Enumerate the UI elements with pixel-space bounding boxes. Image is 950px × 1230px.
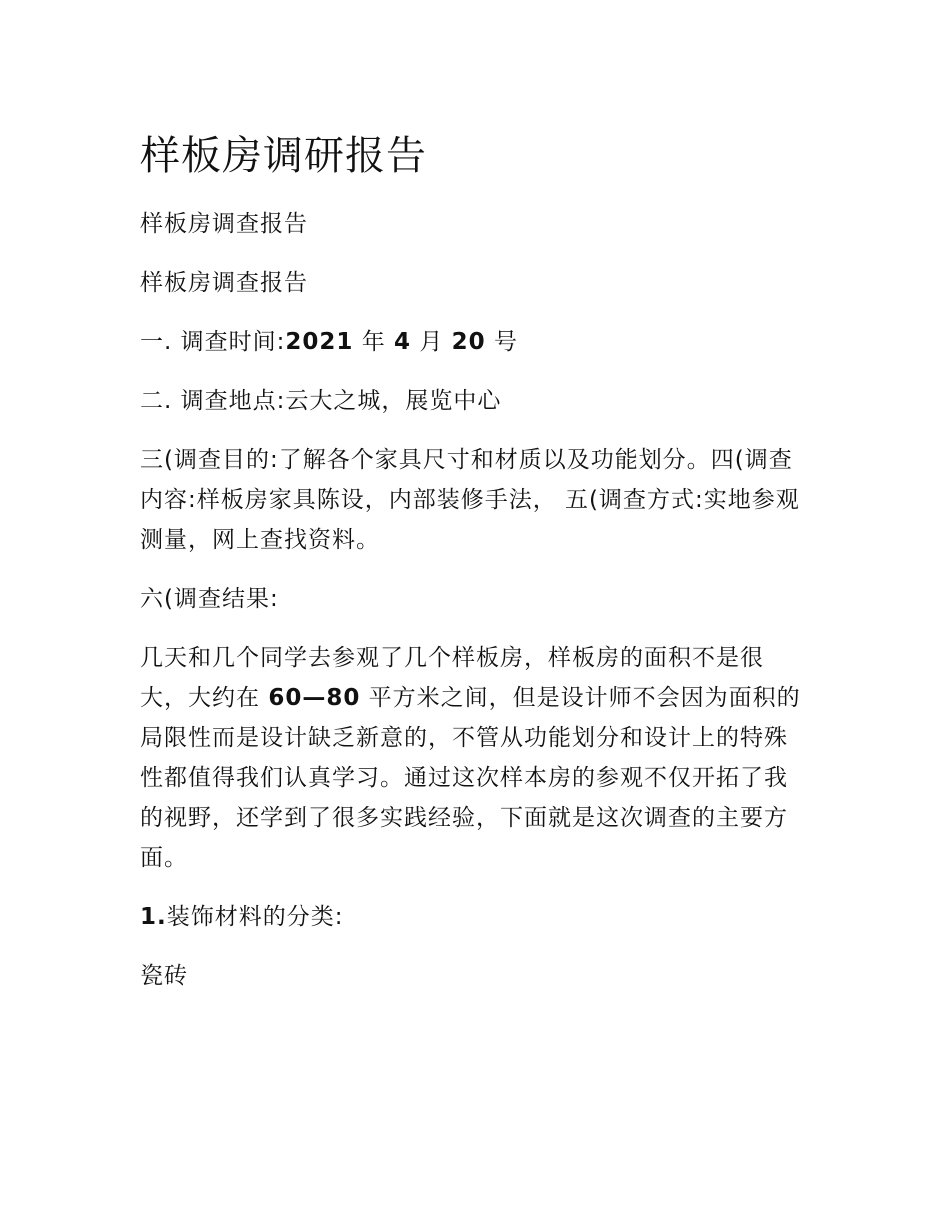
subtitle-line-repeat: 样板房调查报告	[140, 270, 308, 296]
section-heading-materials	[140, 897, 810, 937]
area-range: 60—80	[268, 685, 361, 711]
survey-result-paragraph	[140, 638, 810, 878]
result-text-part2: 平方米之间，但是设计师不会因为面积的局限性而是设计缺乏新意的，不管从功能划分和设计上的特殊性都值得我们认真学习。通过这次样本房的参观不仅开拓了我的视野，还学到了很多实践经验，下面就是这次调查的主要方面。	[140, 685, 801, 871]
survey-result-heading: 六(调查结果:	[140, 586, 279, 612]
section-number: 1.	[140, 904, 167, 930]
survey-day-unit: 号	[485, 329, 518, 355]
survey-year-unit: 年	[353, 329, 395, 355]
section-label: 装饰材料的分类:	[166, 904, 344, 930]
document-title: 样板房调研报告	[140, 133, 427, 179]
survey-year: 2021	[285, 329, 354, 355]
survey-purpose-content-method: 三(调查目的:了解各个家具尺寸和材质以及功能划分。四(调查内容:样板房家具陈设，内部装修手法， 五(调查方式:实地参观测量，网上查找资料。	[140, 447, 800, 553]
survey-day: 20	[451, 329, 486, 355]
survey-time-line	[140, 322, 810, 362]
result-text-part1: 几天和几个同学去参观了几个样板房，样板房的面积不是很大，大约在	[140, 645, 764, 711]
survey-location-line: 二. 调查地点:云大之城，展览中心	[140, 388, 502, 414]
material-item-tiles: 瓷砖	[140, 963, 188, 989]
survey-month-unit: 月	[411, 329, 452, 355]
survey-month: 4	[394, 329, 412, 355]
document-content	[140, 128, 810, 1015]
survey-time-prefix: 一. 调查时间:	[140, 329, 286, 355]
subtitle-line: 样板房调查报告	[140, 211, 308, 237]
